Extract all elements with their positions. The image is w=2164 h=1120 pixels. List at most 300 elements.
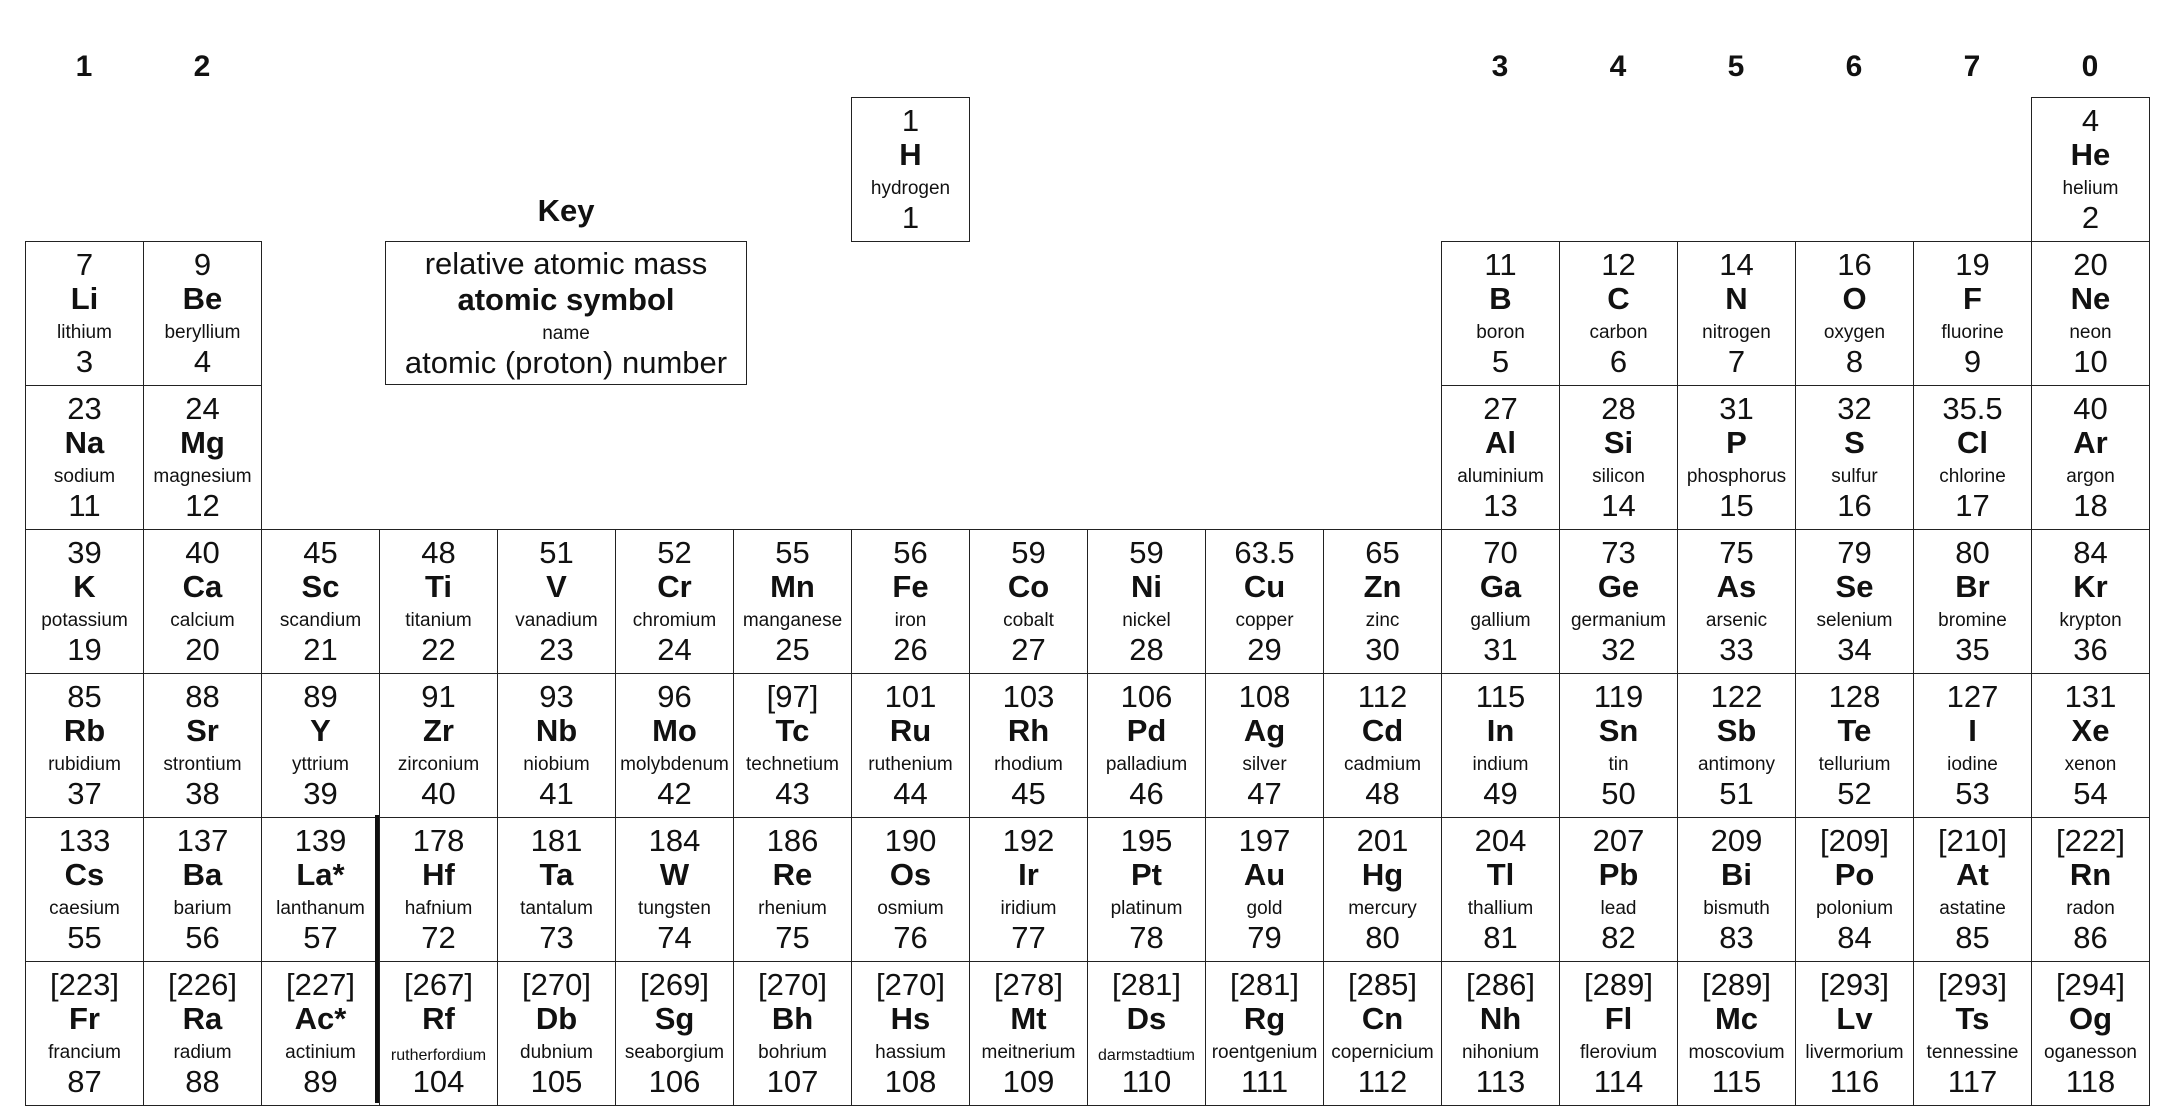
element-number: 49	[1483, 776, 1518, 811]
element-cell-pb	[1559, 817, 1678, 962]
element-symbol: In	[1486, 713, 1515, 748]
element-name: cobalt	[1003, 610, 1054, 631]
element-symbol: K	[73, 569, 96, 604]
element-mass: [281]	[1230, 967, 1299, 1002]
element-mass: [269]	[640, 967, 709, 1002]
element-number: 2	[2081, 200, 2100, 235]
element-number: 37	[67, 776, 102, 811]
element-name: hassium	[875, 1042, 946, 1063]
element-cell-p	[1677, 385, 1796, 530]
element-name: bismuth	[1703, 898, 1770, 919]
element-symbol: F	[1963, 281, 1982, 316]
key-title: Key	[537, 193, 595, 228]
element-symbol: Sc	[301, 569, 340, 604]
element-mass: 19	[1955, 247, 1990, 282]
element-cell-mc	[1677, 961, 1796, 1106]
element-symbol: Cn	[1361, 1001, 1404, 1036]
group-number-0: 0	[2081, 50, 2099, 83]
element-symbol: Db	[535, 1001, 578, 1036]
element-number: 86	[2073, 920, 2108, 955]
element-symbol: Zr	[423, 713, 454, 748]
element-mass: 178	[412, 823, 465, 858]
element-name: fluorine	[1941, 322, 2004, 343]
element-name: rhodium	[994, 754, 1063, 775]
element-symbol: Te	[1837, 713, 1872, 748]
element-number: 17	[1955, 488, 1990, 523]
element-cell-co	[969, 529, 1088, 674]
element-number: 105	[530, 1064, 583, 1099]
element-mass: 56	[893, 535, 928, 570]
element-number: 79	[1247, 920, 1282, 955]
element-mass: [286]	[1466, 967, 1535, 1002]
element-number: 10	[2073, 344, 2108, 379]
element-symbol: Ga	[1479, 569, 1522, 604]
element-cell-hf	[379, 817, 498, 962]
element-cell-mn	[733, 529, 852, 674]
element-symbol: Sb	[1716, 713, 1757, 748]
element-mass: 65	[1365, 535, 1400, 570]
element-symbol: Rg	[1243, 1001, 1286, 1036]
element-cell-re	[733, 817, 852, 962]
element-symbol: Mg	[180, 425, 225, 460]
element-symbol: Y	[310, 713, 331, 748]
element-symbol: Cr	[657, 569, 692, 604]
element-cell-se	[1795, 529, 1914, 674]
element-symbol: Ba	[182, 857, 223, 892]
element-number: 117	[1947, 1064, 1998, 1099]
element-symbol: Pd	[1126, 713, 1167, 748]
element-cell-ti	[379, 529, 498, 674]
element-name: sodium	[53, 466, 116, 487]
element-mass: 106	[1120, 679, 1173, 714]
element-cell-na	[25, 385, 144, 530]
element-cell-os	[851, 817, 970, 962]
element-name: vanadium	[515, 610, 598, 631]
element-name: zirconium	[397, 754, 480, 775]
element-mass: [267]	[404, 967, 473, 1002]
element-mass: 89	[303, 679, 338, 714]
element-symbol: Hs	[890, 1001, 931, 1036]
element-symbol: Bi	[1721, 857, 1752, 892]
element-number: 54	[2073, 776, 2108, 811]
element-cell-lv	[1795, 961, 1914, 1106]
element-name: tennessine	[1926, 1042, 2019, 1063]
element-symbol: V	[546, 569, 567, 604]
element-cell-ga	[1441, 529, 1560, 674]
element-symbol: Pt	[1131, 857, 1162, 892]
element-symbol: Au	[1243, 857, 1286, 892]
element-symbol: Ra	[182, 1001, 223, 1036]
element-number: 31	[1483, 632, 1518, 667]
element-mass: 96	[657, 679, 692, 714]
element-name: gallium	[1470, 610, 1531, 631]
element-number: 44	[893, 776, 928, 811]
element-mass: 115	[1475, 679, 1526, 714]
element-mass: [293]	[1820, 967, 1889, 1002]
element-number: 22	[421, 632, 456, 667]
element-name: antimony	[1697, 754, 1776, 775]
element-mass: [227]	[286, 967, 355, 1002]
element-mass: 181	[530, 823, 583, 858]
element-number: 80	[1365, 920, 1400, 955]
element-cell-v	[497, 529, 616, 674]
element-number: 26	[893, 632, 928, 667]
element-name: molybdenum	[620, 754, 729, 775]
element-number: 48	[1365, 776, 1400, 811]
element-cell-xe	[2031, 673, 2150, 818]
element-name: platinum	[1110, 898, 1183, 919]
element-number: 87	[67, 1064, 102, 1099]
element-name: lead	[1600, 898, 1637, 919]
element-symbol: As	[1716, 569, 1757, 604]
element-symbol: Ac*	[294, 1001, 347, 1036]
element-symbol: Mt	[1010, 1001, 1047, 1036]
element-cell-ta	[497, 817, 616, 962]
element-symbol: Al	[1485, 425, 1516, 460]
element-number: 116	[1829, 1064, 1880, 1099]
element-mass: 127	[1946, 679, 1999, 714]
element-cell-i	[1913, 673, 2032, 818]
element-mass: 190	[884, 823, 937, 858]
element-name: aluminium	[1457, 466, 1544, 487]
element-number: 73	[539, 920, 574, 955]
element-name: calcium	[170, 610, 235, 631]
element-number: 13	[1483, 488, 1518, 523]
element-symbol: Si	[1603, 425, 1634, 460]
element-number: 38	[185, 776, 220, 811]
element-symbol: Fr	[69, 1001, 100, 1036]
element-number: 109	[1002, 1064, 1055, 1099]
element-number: 111	[1240, 1064, 1289, 1099]
element-symbol: Mc	[1714, 1001, 1759, 1036]
element-mass: 184	[648, 823, 701, 858]
element-name: boron	[1476, 322, 1525, 343]
element-symbol: Rn	[2069, 857, 2112, 892]
element-name: mercury	[1348, 898, 1417, 919]
element-name: xenon	[2064, 754, 2117, 775]
element-symbol: Ne	[2070, 281, 2111, 316]
element-cell-au	[1205, 817, 1324, 962]
element-cell-po	[1795, 817, 1914, 962]
element-mass: 40	[185, 535, 220, 570]
element-name: radon	[2066, 898, 2115, 919]
element-symbol: W	[659, 857, 690, 892]
element-mass: 48	[421, 535, 456, 570]
element-symbol: Ti	[425, 569, 452, 604]
element-name: osmium	[877, 898, 944, 919]
element-mass: 31	[1719, 391, 1754, 426]
element-cell-zn	[1323, 529, 1442, 674]
element-name: tantalum	[520, 898, 593, 919]
element-name: lithium	[57, 322, 112, 343]
element-name: darmstadtium	[1098, 1047, 1195, 1064]
element-symbol: Nb	[535, 713, 578, 748]
element-number: 110	[1121, 1064, 1172, 1099]
element-number: 29	[1247, 632, 1282, 667]
element-symbol: Cs	[64, 857, 105, 892]
element-cell-ac	[261, 961, 380, 1106]
element-name: iron	[894, 610, 927, 631]
element-mass: 79	[1837, 535, 1872, 570]
element-symbol: C	[1607, 281, 1630, 316]
element-number: 72	[421, 920, 456, 955]
element-name: arsenic	[1705, 610, 1768, 631]
element-name: livermorium	[1805, 1042, 1904, 1063]
element-number: 16	[1837, 488, 1872, 523]
element-cell-fr	[25, 961, 144, 1106]
element-mass: [281]	[1112, 967, 1181, 1002]
element-name: cadmium	[1343, 754, 1422, 775]
element-number: 9	[1963, 344, 1982, 379]
element-symbol: Ge	[1597, 569, 1640, 604]
element-mass: 195	[1120, 823, 1173, 858]
element-mass: 128	[1828, 679, 1881, 714]
element-name: hafnium	[404, 898, 473, 919]
element-number: 18	[2073, 488, 2108, 523]
element-mass: [293]	[1938, 967, 2007, 1002]
element-symbol: Ir	[1018, 857, 1039, 892]
element-name: nickel	[1122, 610, 1171, 631]
element-cell-hs	[851, 961, 970, 1106]
element-symbol: Ag	[1243, 713, 1286, 748]
element-mass: 75	[1719, 535, 1754, 570]
element-mass: 40	[2073, 391, 2108, 426]
element-cell-cr	[615, 529, 734, 674]
element-mass: [278]	[994, 967, 1063, 1002]
element-cell-pt	[1087, 817, 1206, 962]
element-cell-nb	[497, 673, 616, 818]
element-name: germanium	[1570, 610, 1667, 631]
element-number: 46	[1129, 776, 1164, 811]
element-symbol: S	[1844, 425, 1865, 460]
element-number: 45	[1011, 776, 1046, 811]
element-number: 8	[1845, 344, 1864, 379]
element-name: copper	[1235, 610, 1294, 631]
element-mass: 103	[1002, 679, 1055, 714]
element-cell-tc	[733, 673, 852, 818]
element-cell-ni	[1087, 529, 1206, 674]
element-name: hydrogen	[870, 178, 951, 199]
element-cell-as	[1677, 529, 1796, 674]
group-number-4: 4	[1609, 50, 1627, 83]
element-cell-rn	[2031, 817, 2150, 962]
element-cell-cl	[1913, 385, 2032, 530]
element-cell-sc	[261, 529, 380, 674]
element-symbol: Pb	[1598, 857, 1639, 892]
element-cell-ne	[2031, 241, 2150, 386]
element-symbol: La*	[296, 857, 345, 892]
element-symbol: Br	[1955, 569, 1990, 604]
element-symbol: Rb	[63, 713, 106, 748]
key-box	[385, 241, 747, 385]
element-number: 114	[1593, 1064, 1644, 1099]
element-mass: [289]	[1584, 967, 1653, 1002]
element-number: 33	[1719, 632, 1754, 667]
element-name: scandium	[279, 610, 362, 631]
element-name: helium	[2062, 178, 2119, 199]
key-relative-atomic-mass: relative atomic mass	[424, 246, 708, 281]
element-name: niobium	[523, 754, 590, 775]
element-number: 75	[775, 920, 810, 955]
element-cell-kr	[2031, 529, 2150, 674]
element-cell-ts	[1913, 961, 2032, 1106]
element-symbol: N	[1725, 281, 1748, 316]
element-name: nitrogen	[1702, 322, 1771, 343]
element-number: 115	[1711, 1064, 1762, 1099]
element-mass: 59	[1129, 535, 1164, 570]
element-mass: 11	[1484, 247, 1517, 282]
element-number: 28	[1129, 632, 1164, 667]
element-name: copernicium	[1331, 1042, 1434, 1063]
element-number: 7	[1727, 344, 1746, 379]
element-symbol: Li	[70, 281, 99, 316]
element-mass: [270]	[522, 967, 591, 1002]
element-mass: 186	[766, 823, 819, 858]
element-symbol: Ta	[539, 857, 574, 892]
element-cell-h	[851, 97, 970, 242]
element-mass: [222]	[2056, 823, 2125, 858]
element-number: 23	[539, 632, 574, 667]
element-number: 74	[657, 920, 692, 955]
element-number: 1	[901, 200, 920, 235]
element-mass: 192	[1002, 823, 1055, 858]
element-cell-s	[1795, 385, 1914, 530]
element-mass: 39	[67, 535, 102, 570]
element-symbol: P	[1726, 425, 1747, 460]
element-mass: 201	[1356, 823, 1409, 858]
element-cell-n	[1677, 241, 1796, 386]
element-mass: [289]	[1702, 967, 1771, 1002]
element-name: magnesium	[153, 466, 252, 487]
element-number: 47	[1247, 776, 1282, 811]
element-cell-tl	[1441, 817, 1560, 962]
element-cell-sr	[143, 673, 262, 818]
element-cell-cn	[1323, 961, 1442, 1106]
element-cell-y	[261, 673, 380, 818]
element-cell-rg	[1205, 961, 1324, 1106]
element-name: iridium	[1000, 898, 1057, 919]
element-name: bromine	[1938, 610, 2007, 631]
element-name: technetium	[746, 754, 839, 775]
element-mass: 84	[2073, 535, 2108, 570]
element-cell-pd	[1087, 673, 1206, 818]
element-cell-db	[497, 961, 616, 1106]
element-cell-nh	[1441, 961, 1560, 1106]
element-symbol: Ni	[1131, 569, 1162, 604]
element-mass: 63.5	[1234, 535, 1295, 570]
element-mass: [223]	[50, 967, 119, 1002]
element-cell-hg	[1323, 817, 1442, 962]
element-name: silicon	[1592, 466, 1645, 487]
element-name: radium	[173, 1042, 232, 1063]
element-symbol: Fe	[892, 569, 929, 604]
element-mass: 52	[657, 535, 692, 570]
element-symbol: Os	[889, 857, 932, 892]
element-cell-rb	[25, 673, 144, 818]
element-number: 88	[185, 1064, 220, 1099]
element-cell-at	[1913, 817, 2032, 962]
element-cell-bi	[1677, 817, 1796, 962]
element-cell-ca	[143, 529, 262, 674]
element-name: rutherfordium	[390, 1047, 487, 1064]
element-cell-br	[1913, 529, 2032, 674]
element-name: roentgenium	[1211, 1042, 1318, 1063]
element-cell-rf	[379, 961, 498, 1106]
element-number: 56	[185, 920, 220, 955]
element-name: astatine	[1939, 898, 2006, 919]
element-number: 42	[657, 776, 692, 811]
element-name: moscovium	[1688, 1042, 1785, 1063]
element-symbol: Cu	[1243, 569, 1286, 604]
element-number: 11	[68, 488, 101, 523]
element-symbol: Sn	[1598, 713, 1639, 748]
element-symbol: Co	[1007, 569, 1050, 604]
element-symbol: O	[1842, 281, 1867, 316]
element-symbol: Ca	[182, 569, 223, 604]
element-cell-te	[1795, 673, 1914, 818]
element-cell-bh	[733, 961, 852, 1106]
element-symbol: H	[899, 137, 922, 172]
element-mass: [285]	[1348, 967, 1417, 1002]
element-name: phosphorus	[1686, 466, 1787, 487]
element-mass: [209]	[1820, 823, 1889, 858]
element-name: krypton	[2059, 610, 2122, 631]
element-symbol: Tl	[1486, 857, 1515, 892]
element-mass: [270]	[876, 967, 945, 1002]
group-number-2: 2	[193, 50, 211, 83]
element-cell-he	[2031, 97, 2150, 242]
element-name: iodine	[1947, 754, 1998, 775]
element-number: 107	[766, 1064, 819, 1099]
element-number: 19	[67, 632, 102, 667]
element-symbol: Hf	[422, 857, 455, 892]
element-number: 35	[1955, 632, 1990, 667]
element-mass: 207	[1592, 823, 1645, 858]
element-number: 40	[421, 776, 456, 811]
element-number: 104	[412, 1064, 465, 1099]
element-symbol: At	[1956, 857, 1989, 892]
element-number: 51	[1719, 776, 1754, 811]
element-number: 82	[1601, 920, 1636, 955]
element-name: yttrium	[292, 754, 349, 775]
element-number: 20	[185, 632, 220, 667]
element-mass: 101	[884, 679, 937, 714]
element-cell-cu	[1205, 529, 1324, 674]
element-mass: 73	[1601, 535, 1636, 570]
element-cell-in	[1441, 673, 1560, 818]
element-mass: 209	[1710, 823, 1763, 858]
group-number-6: 6	[1845, 50, 1863, 83]
element-symbol: Mo	[652, 713, 697, 748]
element-cell-ba	[143, 817, 262, 962]
element-name: strontium	[163, 754, 242, 775]
element-mass: 24	[185, 391, 220, 426]
element-number: 27	[1011, 632, 1046, 667]
element-cell-o	[1795, 241, 1914, 386]
element-symbol: Ru	[889, 713, 932, 748]
element-symbol: Fl	[1604, 1001, 1633, 1036]
element-name: tellurium	[1818, 754, 1891, 775]
element-cell-li	[25, 241, 144, 386]
element-mass: 23	[67, 391, 102, 426]
element-cell-ir	[969, 817, 1088, 962]
element-number: 53	[1955, 776, 1990, 811]
element-mass: 9	[193, 247, 212, 282]
transition-metal-divider	[375, 815, 379, 1103]
element-symbol: Ds	[1126, 1001, 1167, 1036]
element-number: 43	[775, 776, 810, 811]
element-cell-ra	[143, 961, 262, 1106]
